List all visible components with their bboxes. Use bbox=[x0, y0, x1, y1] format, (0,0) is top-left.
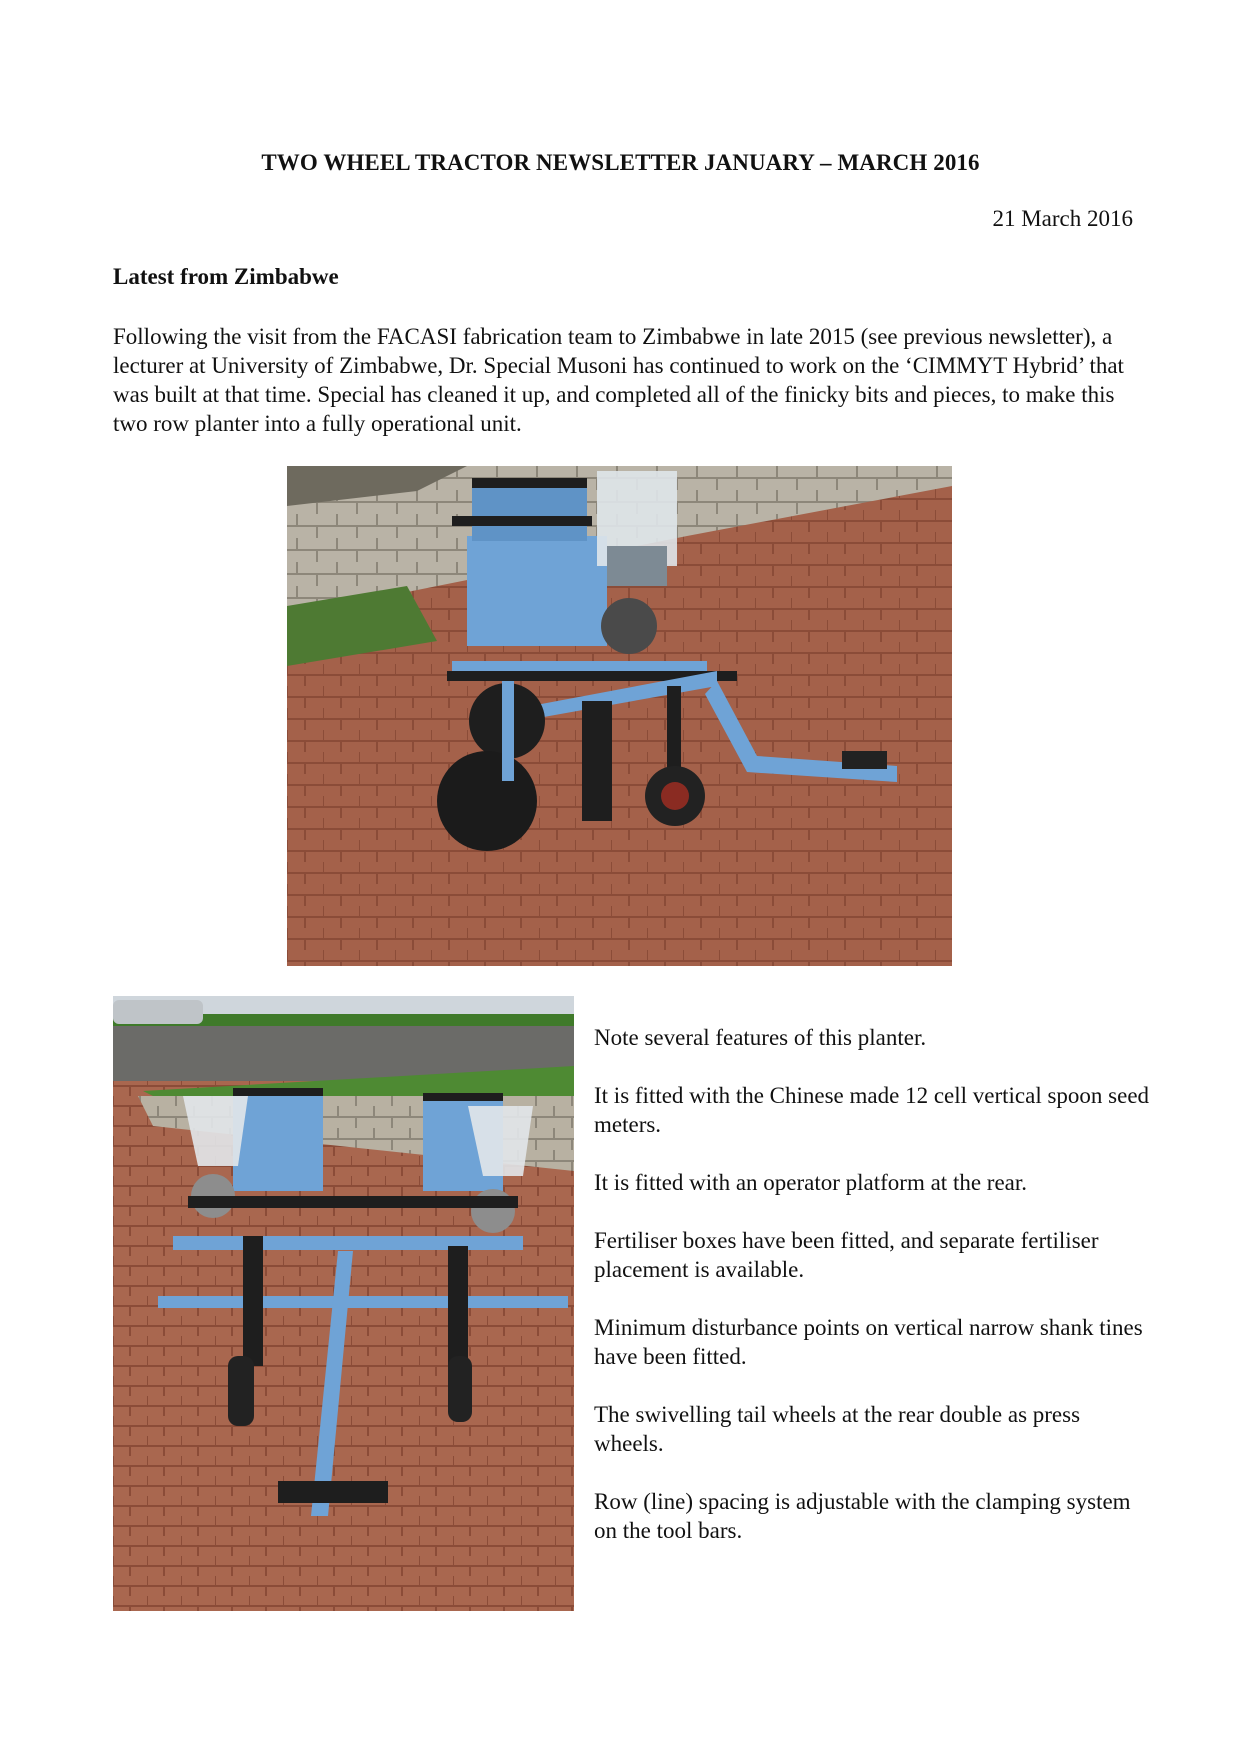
intro-paragraph: Following the visit from the FACASI fabrication team to Zimbabwe in late 2015 (see previous newsletter), a lecturer at University of Zimbabwe, Dr. Special Musoni has continued to work on the ‘CIMMYT Hybrid’ that was built at that time. Special has cleaned it up, and completed all of the finicky bits and pieces, to make this two row planter into a fully operational unit. bbox=[113, 324, 1124, 436]
newsletter-title: TWO WHEEL TRACTOR NEWSLETTER JANUARY – MARCH 2016 bbox=[261, 150, 980, 175]
feature-note: Fertiliser boxes have been fitted, and separate fertiliser placement is available. bbox=[594, 1228, 1099, 1282]
section-heading: Latest from Zimbabwe bbox=[113, 264, 339, 289]
planter-rear-photo bbox=[113, 996, 574, 1611]
feature-note: Row (line) spacing is adjustable with the clamping system on the tool bars. bbox=[594, 1489, 1131, 1543]
feature-note: The swivelling tail wheels at the rear double as press wheels. bbox=[594, 1402, 1081, 1456]
newsletter-date: 21 March 2016 bbox=[992, 206, 1133, 231]
feature-note: Note several features of this planter. bbox=[594, 1025, 927, 1050]
feature-note: It is fitted with the Chinese made 12 cell vertical spoon seed meters. bbox=[594, 1083, 1150, 1137]
planter-side-photo bbox=[287, 466, 952, 966]
feature-note: It is fitted with an operator platform at the rear. bbox=[594, 1170, 1028, 1195]
feature-notes bbox=[594, 1023, 1154, 1574]
feature-note: Minimum disturbance points on vertical narrow shank tines have been fitted. bbox=[594, 1315, 1143, 1369]
